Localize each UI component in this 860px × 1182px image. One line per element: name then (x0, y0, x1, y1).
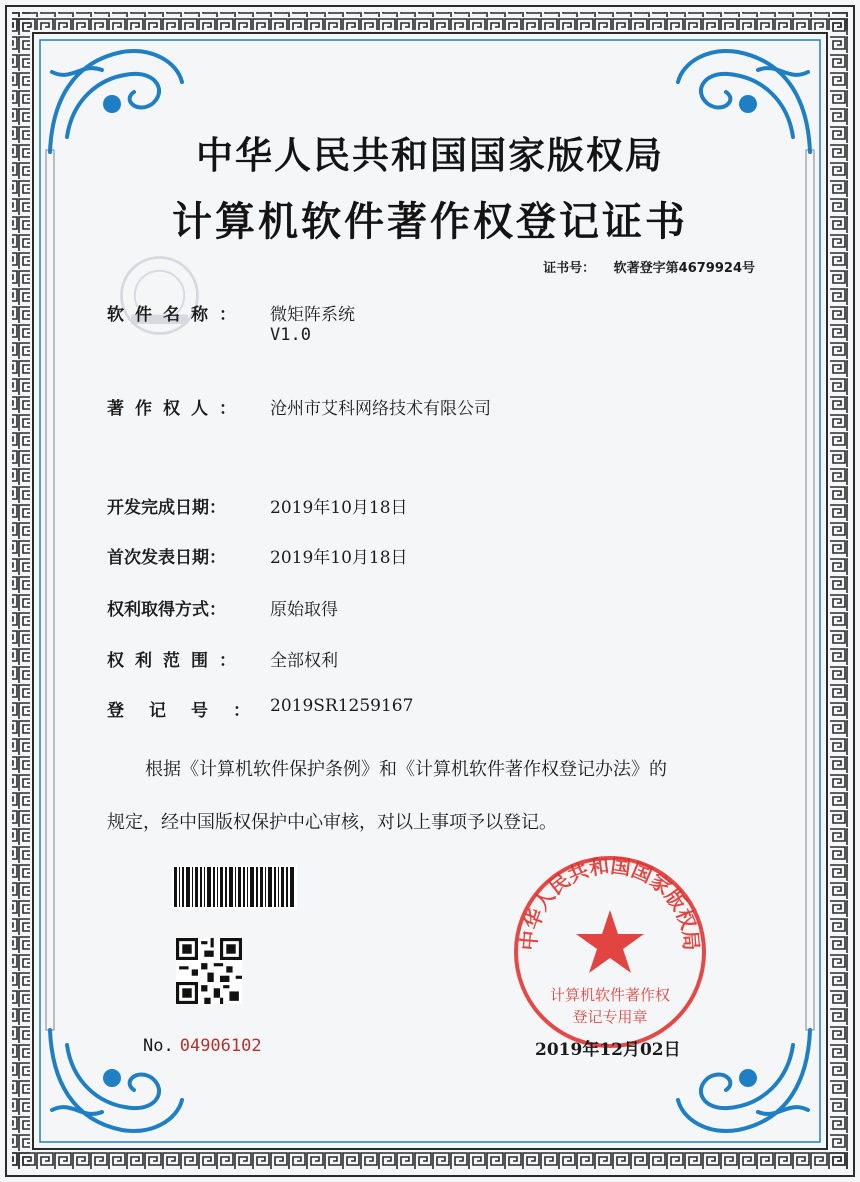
scope-value: 全部权利 (270, 651, 338, 671)
registration-value: 2019SR1259167 (270, 696, 414, 716)
barcode-icon (172, 865, 297, 909)
qr-code-icon (176, 938, 242, 1004)
statement-line-1: 根据《计算机软件保护条例》和《计算机软件著作权登记办法》的 (145, 759, 667, 780)
acquisition-label: 权利取得方式： (107, 600, 226, 620)
seal-star-icon (576, 910, 644, 973)
seal-center-line-2: 登记专用章 (572, 1008, 648, 1026)
software-name-value: 微矩阵系统 (270, 305, 355, 325)
completion-date-value: 2019年10月18日 (270, 498, 408, 518)
official-seal (510, 852, 710, 1052)
completion-date-label: 开发完成日期： (107, 498, 226, 518)
acquisition-value: 原始取得 (270, 600, 338, 620)
seal-ring-text: 中华人民共和国国家版权局 (516, 853, 704, 952)
owner-value: 沧州市艾科网络技术有限公司 (270, 399, 491, 419)
registration-label: 登记号： (107, 701, 275, 721)
certificate-title: 计算机软件著作权登记证书 (172, 199, 688, 245)
certificate-number-value: 软著登字第4679924号 (613, 261, 755, 276)
software-name-label: 软件名称： (107, 305, 247, 325)
publish-date-value: 2019年10月18日 (270, 548, 408, 568)
publish-date-label: 首次发表日期： (107, 548, 226, 568)
issue-date: 2019年12月02日 (535, 1040, 681, 1060)
serial-label: No. (143, 1036, 174, 1056)
software-version-value: V1.0 (270, 325, 311, 345)
seal-center-line-1: 计算机软件著作权 (549, 986, 671, 1004)
certificate-number (543, 257, 755, 276)
issuing-authority: 中华人民共和国国家版权局 (196, 134, 664, 177)
watermark-emblem-icon (112, 248, 207, 343)
certificate-number-label: 证书号： (543, 261, 596, 276)
serial-value: 04906102 (179, 1036, 262, 1056)
owner-label: 著作权人： (107, 399, 247, 419)
statement-line-2: 规定，经中国版权保护中心审核，对以上事项予以登记。 (107, 812, 557, 833)
serial-number (143, 1036, 262, 1056)
scope-label: 权利范围： (107, 651, 247, 671)
